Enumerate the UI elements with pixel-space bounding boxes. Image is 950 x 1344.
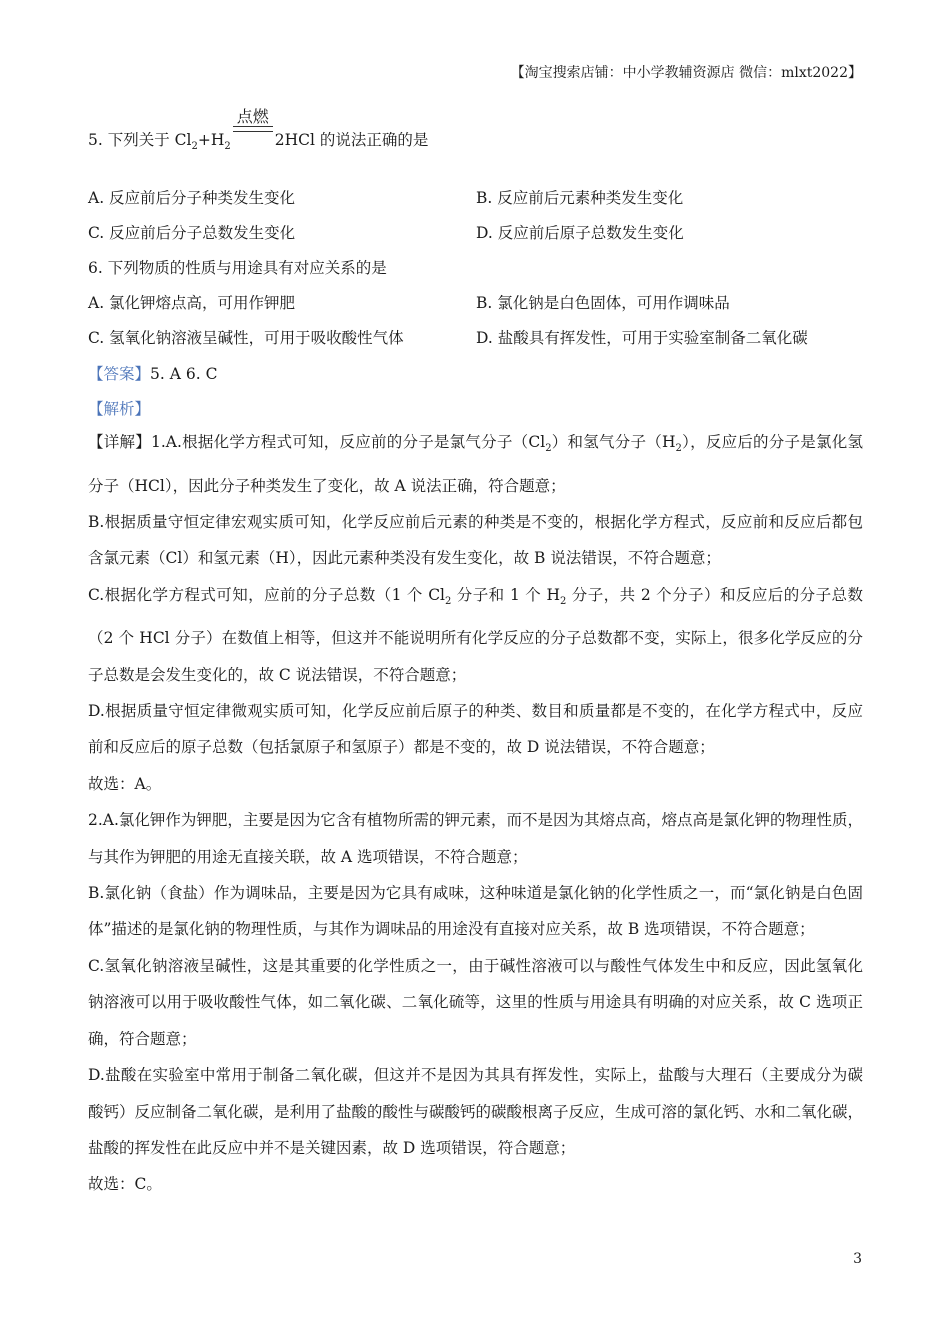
question-6-stem: 6. 下列物质的性质与用途具有对应关系的是	[88, 259, 387, 277]
q6-option-d: D. 盐酸具有挥发性，可用于实验室制备二氧化碳	[476, 329, 808, 347]
equals-lines	[233, 126, 273, 132]
answer-line	[88, 362, 868, 384]
q6-option-c: C. 氢氧化钠溶液呈碱性，可用于吸收酸性气体	[88, 329, 404, 347]
detail-p1-text-c: ），反应后的分子是氯化氢分子（HCl），因此分子种类发生了变化，故 A 说法正确，符合题意；	[88, 433, 863, 495]
q5-options-row-2	[88, 221, 868, 243]
q6-options-row-1	[88, 291, 868, 313]
q5-suffix: 2HCl 的说法正确的是	[274, 131, 429, 149]
detail-p3-text-c: 分子，共 2 个分子）和反应后的分子总数（2 个 HCl 分子）在数值上相等，但这并不能说明所有化学反应的分子总数都不变，实际上，很多化学反应的分子总数是会发生变化的，故 C 说法错误，不符合题意；	[88, 585, 863, 684]
q5-option-b: B. 反应前后元素种类发生变化	[476, 189, 684, 207]
q5-options-row-1	[88, 186, 868, 208]
detail-p3-text-b: 分子和 1 个 H	[451, 585, 561, 604]
detail-paragraph-9: D.盐酸在实验室中常用于制备二氧化碳，但这并不是因为其具有挥发性，实际上，盐酸与大理石（主要成分为碳酸钙）反应制备二氧化碳，是利用了盐酸的酸性与碳酸钙的碳酸根离子反应，生成可溶的氯化钙、水和二氧化碳，盐酸的挥发性在此反应中并不是关键因素，故 D 选项错误，符合题意；	[88, 1066, 864, 1157]
q5-option-a: A. 反应前后分子种类发生变化	[88, 189, 296, 207]
q5-prefix: 5. 下列关于 Cl	[88, 131, 192, 149]
q5-plus: +H	[197, 131, 225, 149]
detail-paragraph-6: 2.A.氯化钾作为钾肥，主要是因为它含有植物所需的钾元素，而不是因为其熔点高，熔点高是氯化钾的物理性质，与其作为钾肥的用途无直接关联，故 A 选项错误，不符合题意；	[88, 811, 863, 866]
detail-p3-sub-a: 2	[445, 595, 452, 607]
q6-options-row-2	[88, 326, 868, 348]
q6-option-b: B. 氯化钠是白色固体，可用作调味品	[476, 294, 730, 312]
reaction-arrow	[233, 107, 273, 150]
q5-sub2: 2	[224, 141, 231, 153]
question-5	[88, 100, 788, 153]
detail-p1-sub-b: 2	[675, 443, 682, 455]
detail-tag: 【详解】	[88, 433, 151, 451]
detail-p1-text-b: ）和氢气分子（H	[551, 433, 676, 451]
detail-paragraph-2: B.根据质量守恒定律宏观实质可知，化学反应前后元素的种类是不变的，根据化学方程式，反应前和反应后都包含氯元素（Cl）和氢元素（H），因此元素种类没有发生变化，故 B 说法错误，不符合题意；	[88, 512, 863, 568]
detail-paragraph-10: 故选：C。	[88, 1175, 162, 1194]
detail-paragraph-4: D.根据质量守恒定律微观实质可知，化学反应前后原子的种类、数目和质量都是不变的，在化学方程式中，反应前和反应后的原子总数（包括氯原子和氢原子）都是不变的，故 D 说法错误，不符合题意；	[88, 702, 863, 757]
detail-p1-sub-a: 2	[545, 443, 552, 455]
detail-paragraph-3	[88, 577, 863, 693]
answer-text: 5. A 6. C	[150, 365, 218, 383]
page-header: 【淘宝搜索店铺：中小学教辅资源店 微信：mlxt2022】	[510, 65, 862, 81]
q6-option-a: A. 氯化钾熔点高，可用作钾肥	[88, 294, 296, 312]
analysis-tag: 【解析】	[88, 400, 151, 418]
detail-p1-text-a: 1.A.根据化学方程式可知，反应前的分子是氯气分子（Cl	[150, 433, 546, 451]
detail-body	[88, 424, 863, 1203]
detail-p3-text-a: C.根据化学方程式可知，应前的分子总数（1 个 Cl	[88, 585, 446, 604]
detail-paragraph-1	[88, 424, 863, 504]
detail-paragraph-7: B.氯化钠（食盐）作为调味品，主要是因为它具有咸味，这种味道是氯化钠的化学性质之一，而“氯化钠是白色固体”描述的是氯化钠的物理性质，与其作为调味品的用途没有直接对应关系，故 B 选项错误，不符合题意；	[88, 884, 863, 939]
reaction-condition: 点燃	[236, 107, 269, 126]
q5-option-d: D. 反应前后原子总数发生变化	[476, 224, 684, 242]
detail-paragraph-5: 故选：A。	[88, 774, 162, 793]
page-number: 3	[853, 1251, 862, 1267]
detail-paragraph-8: C.氢氧化钠溶液呈碱性，这是其重要的化学性质之一，由于碱性溶液可以与酸性气体发生中和反应，因此氢氧化钠溶液可以用于吸收酸性气体，如二氧化碳、二氧化硫等，这里的性质与用途具有明确的对应关系，故 C 选项正确，符合题意；	[88, 956, 863, 1048]
q5-option-c: C. 反应前后分子总数发生变化	[88, 224, 296, 242]
detail-p3-sub-b: 2	[560, 595, 567, 607]
answer-tag: 【答案】	[88, 365, 151, 383]
q5-sub1: 2	[191, 141, 198, 153]
